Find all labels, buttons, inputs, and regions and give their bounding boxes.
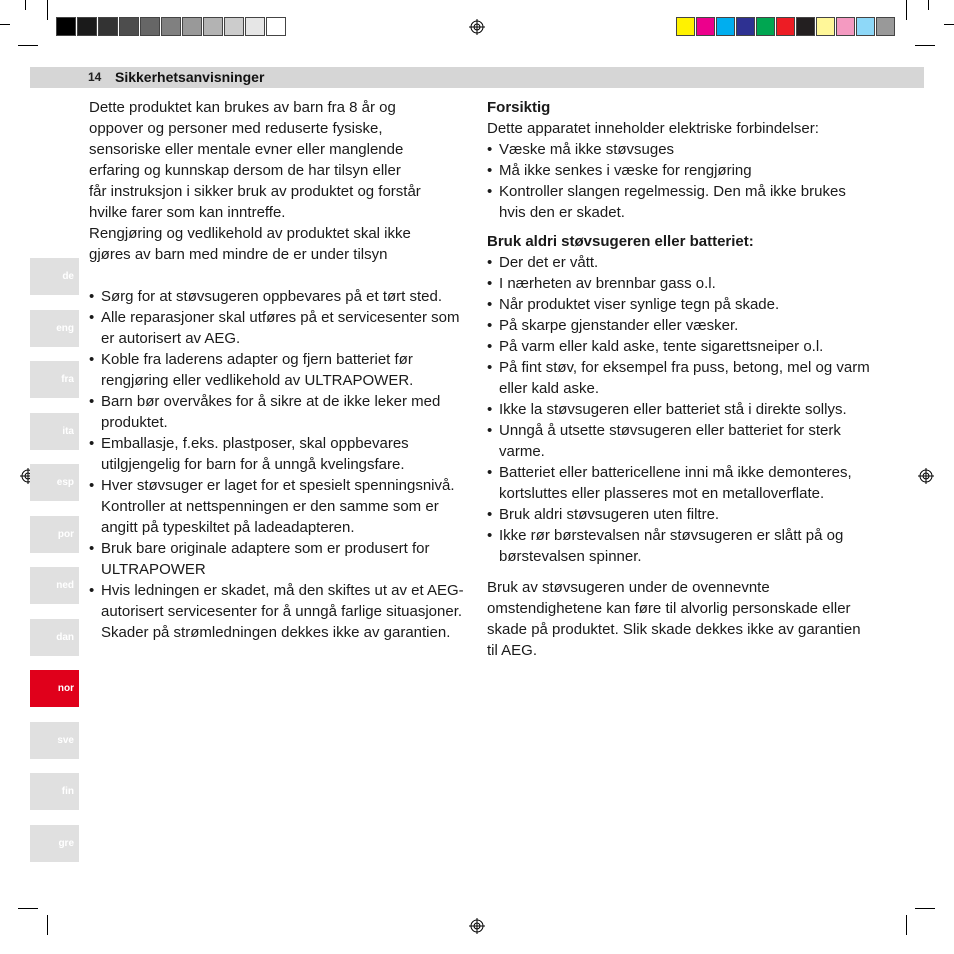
crop-mark xyxy=(0,24,10,25)
intro-line: oppover og personer med reduserte fysiske, xyxy=(89,120,383,137)
bullet-item: • Når produktet viser synlige tegn på skade. xyxy=(487,294,873,315)
caution-bullet-list xyxy=(487,139,873,223)
bullet-item: • På skarpe gjenstander eller væsker. xyxy=(487,315,873,336)
bullet-item: • Alle reparasjoner skal utføres på et servicesenter som er autorisert av AEG. xyxy=(89,307,471,349)
bullet-item: • Væske må ikke støvsuges xyxy=(487,139,873,160)
bullet-item: • Der det er vått. xyxy=(487,252,873,273)
gray-swatch xyxy=(224,17,244,36)
registration-mark-icon xyxy=(469,918,485,934)
color-swatch xyxy=(856,17,875,36)
gray-swatch xyxy=(161,17,181,36)
color-swatch xyxy=(776,17,795,36)
bullet-item: • Barn bør overvåkes for å sikre at de ikke leker med produktet. xyxy=(89,391,471,433)
intro-paragraph xyxy=(89,97,471,265)
crop-mark xyxy=(906,0,907,20)
bullet-item: • Kontroller slangen regelmessig. Den må ikke brukes hvis den er skadet. xyxy=(487,181,873,223)
color-swatch xyxy=(676,17,695,36)
bullet-item: • Hvis ledningen er skadet, må den skiftes ut av et AEG-autorisert servicesenter for å unngå farlige situasjoner. Skader på strømledningen dekkes ikke av garantien. xyxy=(89,580,471,643)
language-tab-dan[interactable]: dan xyxy=(30,619,79,656)
bullet-item: • Unngå å utsette støvsugeren eller batteriet for sterk varme. xyxy=(487,420,873,462)
page-number: 14 xyxy=(88,70,102,84)
right-column xyxy=(487,97,873,661)
bullet-item: • Hver støvsuger er laget for et spesielt spenningsnivå. Kontroller at nettspenningen er den samme som er angitt på typeskiltet på ladeadapteren. xyxy=(89,475,471,538)
bullet-item: • Emballasje, f.eks. plastposer, skal oppbevares utilgjengelig for barn for å unngå kvelingsfare. xyxy=(89,433,471,475)
color-swatch xyxy=(736,17,755,36)
registration-mark-icon xyxy=(918,468,934,484)
color-swatch xyxy=(816,17,835,36)
crop-mark xyxy=(944,24,954,25)
language-tab-por[interactable]: por xyxy=(30,516,79,553)
gray-swatch xyxy=(98,17,118,36)
gray-swatch xyxy=(119,17,139,36)
gray-swatch xyxy=(266,17,286,36)
gray-scale-bar xyxy=(56,17,287,36)
gray-swatch xyxy=(182,17,202,36)
bullet-item: • Må ikke senkes i væske for rengjøring xyxy=(487,160,873,181)
crop-mark xyxy=(18,45,38,46)
intro-line: gjøres av barn med mindre de er under tilsyn xyxy=(89,246,388,263)
bullet-item: • Koble fra laderens adapter og fjern batteriet før rengjøring eller vedlikehold av ULTRAPOWER. xyxy=(89,349,471,391)
closing-paragraph: Bruk av støvsugeren under de ovennevnte omstendighetene kan føre til alvorlig personskade eller skade på produktet. Slik skade dekkes ikke av garantien til AEG. xyxy=(487,579,861,659)
bullet-item: • Batteriet eller battericellene inni må ikke demonteres, kortsluttes eller plasseres mot en metalloverflate. xyxy=(487,462,873,504)
color-swatch xyxy=(756,17,775,36)
intro-line: hvilke farer som kan inntreffe. xyxy=(89,204,286,221)
intro-line: erfaring og kunnskap dersom de har tilsyn eller xyxy=(89,162,401,179)
language-tab-eng[interactable]: eng xyxy=(30,310,79,347)
language-tab-ned[interactable]: ned xyxy=(30,567,79,604)
language-tab-de[interactable]: de xyxy=(30,258,79,295)
bullet-item: • Bruk aldri støvsugeren uten filtre. xyxy=(487,504,873,525)
language-tab-nor[interactable]: nor xyxy=(30,670,79,707)
bullet-item: • Bruk bare originale adaptere som er produsert for ULTRAPOWER xyxy=(89,538,471,580)
crop-mark xyxy=(906,915,907,935)
left-column xyxy=(89,97,471,643)
language-tab-fra[interactable]: fra xyxy=(30,361,79,398)
bullet-item: • På fint støv, for eksempel fra puss, betong, mel og varm eller kald aske. xyxy=(487,357,873,399)
crop-mark xyxy=(18,908,38,909)
language-tab-ita[interactable]: ita xyxy=(30,413,79,450)
language-tab-esp[interactable]: esp xyxy=(30,464,79,501)
section-title: Sikkerhetsanvisninger xyxy=(115,69,265,85)
bullet-item: • Ikke rør børstevalsen når støvsugeren er slått på og børstevalsen spinner. xyxy=(487,525,873,567)
gray-swatch xyxy=(245,17,265,36)
never-use-bullet-list xyxy=(487,252,873,567)
crop-mark xyxy=(25,0,26,10)
color-swatch xyxy=(876,17,895,36)
never-use-heading: Bruk aldri støvsugeren eller batteriet: xyxy=(487,233,754,250)
gray-swatch xyxy=(77,17,97,36)
intro-line: sensoriske eller mentale evner eller manglende xyxy=(89,141,404,158)
crop-mark xyxy=(47,915,48,935)
bullet-item: • Sørg for at støvsugeren oppbevares på et tørt sted. xyxy=(89,286,471,307)
gray-swatch xyxy=(140,17,160,36)
safety-bullet-list xyxy=(89,286,471,643)
color-calibration-bar xyxy=(676,17,896,36)
color-swatch xyxy=(836,17,855,36)
gray-swatch xyxy=(203,17,223,36)
language-tab-gre[interactable]: gre xyxy=(30,825,79,862)
crop-mark xyxy=(47,0,48,20)
crop-mark xyxy=(915,45,935,46)
color-swatch xyxy=(796,17,815,36)
crop-mark xyxy=(928,0,929,10)
color-swatch xyxy=(696,17,715,36)
caution-intro: Dette apparatet inneholder elektriske forbindelser: xyxy=(487,120,819,137)
gray-swatch xyxy=(56,17,76,36)
bullet-item: • I nærheten av brennbar gass o.l. xyxy=(487,273,873,294)
color-swatch xyxy=(716,17,735,36)
intro-line: Dette produktet kan brukes av barn fra 8 år og xyxy=(89,99,396,116)
bullet-item: • Ikke la støvsugeren eller batteriet stå i direkte sollys. xyxy=(487,399,873,420)
intro-line: får instruksjon i sikker bruk av produktet og forstår xyxy=(89,183,421,200)
crop-mark xyxy=(915,908,935,909)
caution-heading: Forsiktig xyxy=(487,99,551,116)
intro-line: Rengjøring og vedlikehold av produktet skal ikke xyxy=(89,225,411,242)
language-tab-sve[interactable]: sve xyxy=(30,722,79,759)
bullet-item: • På varm eller kald aske, tente sigarettsneiper o.l. xyxy=(487,336,873,357)
language-tab-fin[interactable]: fin xyxy=(30,773,79,810)
registration-mark-icon xyxy=(469,19,485,35)
